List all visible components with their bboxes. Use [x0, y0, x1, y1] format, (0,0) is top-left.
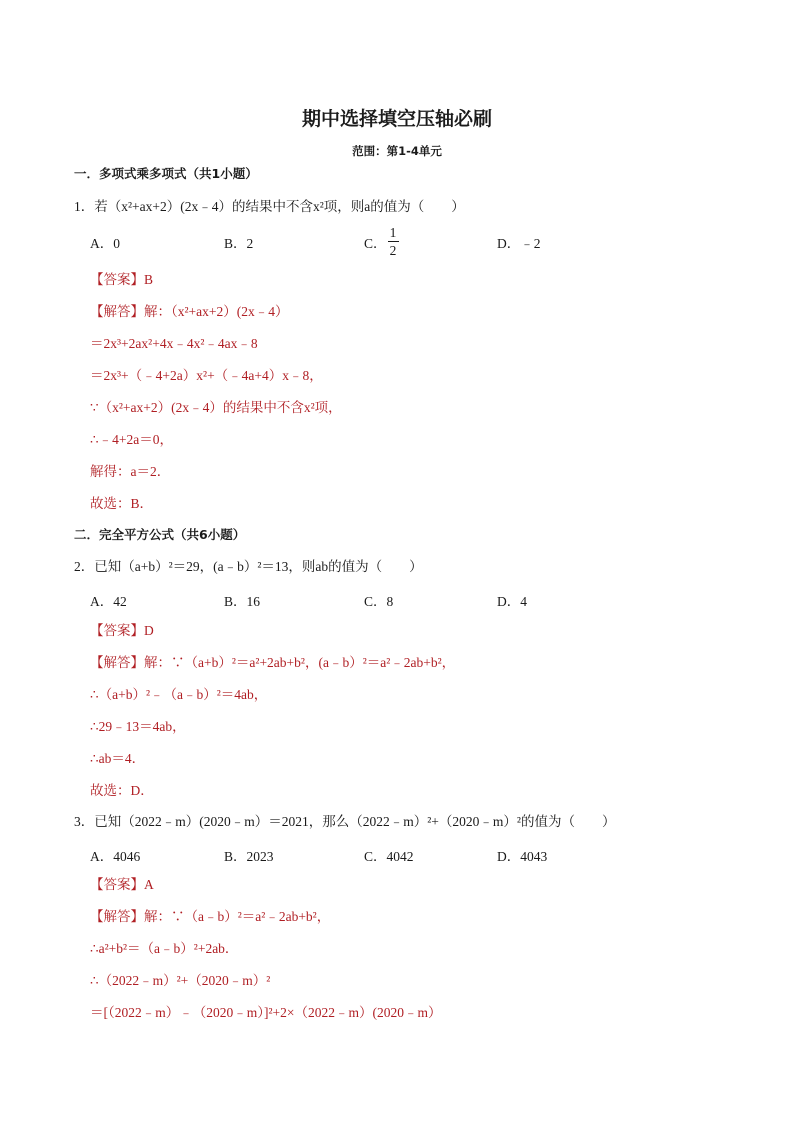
q3-option-c: C．4042 [364, 849, 414, 864]
q3-solution-line-1: 【解答】解：∵（a﹣b）²＝a²﹣2ab+b²， [90, 909, 331, 924]
q3-option-d: D．4043 [497, 849, 548, 864]
fraction-bar [388, 241, 399, 242]
q2-solution-line-2: ∴（a+b）²﹣（a﹣b）²＝4ab， [90, 687, 268, 702]
q1-option-c-prefix: C． [364, 236, 387, 251]
q1-solution-line-5: ∴﹣4+2a＝0， [90, 432, 173, 447]
q1-solution-line-1: 【解答】解：（x²+ax+2）(2x﹣4） [90, 304, 289, 319]
page-title: 期中选择填空压轴必刷 [301, 108, 492, 130]
q1-solution-line-3: ＝2x³+（﹣4+2a）x²+（﹣4a+4）x﹣8， [90, 368, 323, 383]
q3-solution-line-3: ∴（2022﹣m）²+（2020﹣m）² [90, 973, 271, 988]
q1-solution-line-6: 解得：a＝2． [90, 464, 171, 479]
q2-option-c: C．8 [364, 594, 394, 609]
q1-option-b: B．2 [224, 236, 254, 251]
q3-solution-line-2: ∴a²+b²＝（a﹣b）²+2ab． [90, 941, 239, 956]
question-1-stem: 1．若（x²+ax+2）(2x﹣4）的结果中不含x²项，则a的值为（ ） [74, 199, 465, 214]
section-heading-2: 二．完全平方公式（共6小题） [74, 527, 246, 542]
section-heading-1: 一．多项式乘多项式（共1小题） [74, 166, 258, 181]
question-2-stem: 2．已知（a+b）²＝29，(a﹣b）²＝13，则ab的值为（ ） [74, 559, 423, 574]
q1-option-c-fraction [386, 225, 400, 258]
fraction-numerator: 1 [389, 225, 397, 240]
q2-solution-line-5: 故选：D． [90, 783, 154, 798]
q2-solution-line-3: ∴29﹣13＝4ab， [90, 719, 186, 734]
q2-option-a: A．42 [90, 594, 127, 609]
q1-option-a: A．0 [90, 236, 120, 251]
q2-solution-line-1: 【解答】解：∵（a+b）²＝a²+2ab+b²，(a﹣b）²＝a²﹣2ab+b²， [90, 655, 456, 670]
q3-option-b: B．2023 [224, 849, 274, 864]
fraction-denominator: 2 [389, 243, 397, 258]
q2-option-b: B．16 [224, 594, 261, 609]
q1-answer: 【答案】B [90, 272, 154, 287]
q3-solution-line-4: ＝[（2022﹣m）﹣（2020﹣m）]²+2×（2022﹣m）(2020﹣m） [90, 1005, 442, 1020]
q3-option-a: A．4046 [90, 849, 141, 864]
question-3-stem: 3．已知（2022﹣m）(2020﹣m）＝2021，那么（2022﹣m）²+（2020﹣m）²的值为（ ） [74, 814, 616, 829]
page-subtitle: 范围：第1-4单元 [352, 144, 442, 158]
q2-option-d: D．4 [497, 594, 527, 609]
q2-solution-line-4: ∴ab＝4． [90, 751, 146, 766]
q1-solution-line-4: ∵（x²+ax+2）(2x﹣4）的结果中不含x²项， [90, 400, 342, 415]
q1-solution-line-7: 故选：B． [90, 496, 154, 511]
q1-option-d: D．﹣2 [497, 236, 541, 251]
q2-answer: 【答案】D [90, 623, 154, 638]
q1-solution-line-2: ＝2x³+2ax²+4x﹣4x²﹣4ax﹣8 [90, 336, 258, 351]
q3-answer: 【答案】A [90, 877, 154, 892]
